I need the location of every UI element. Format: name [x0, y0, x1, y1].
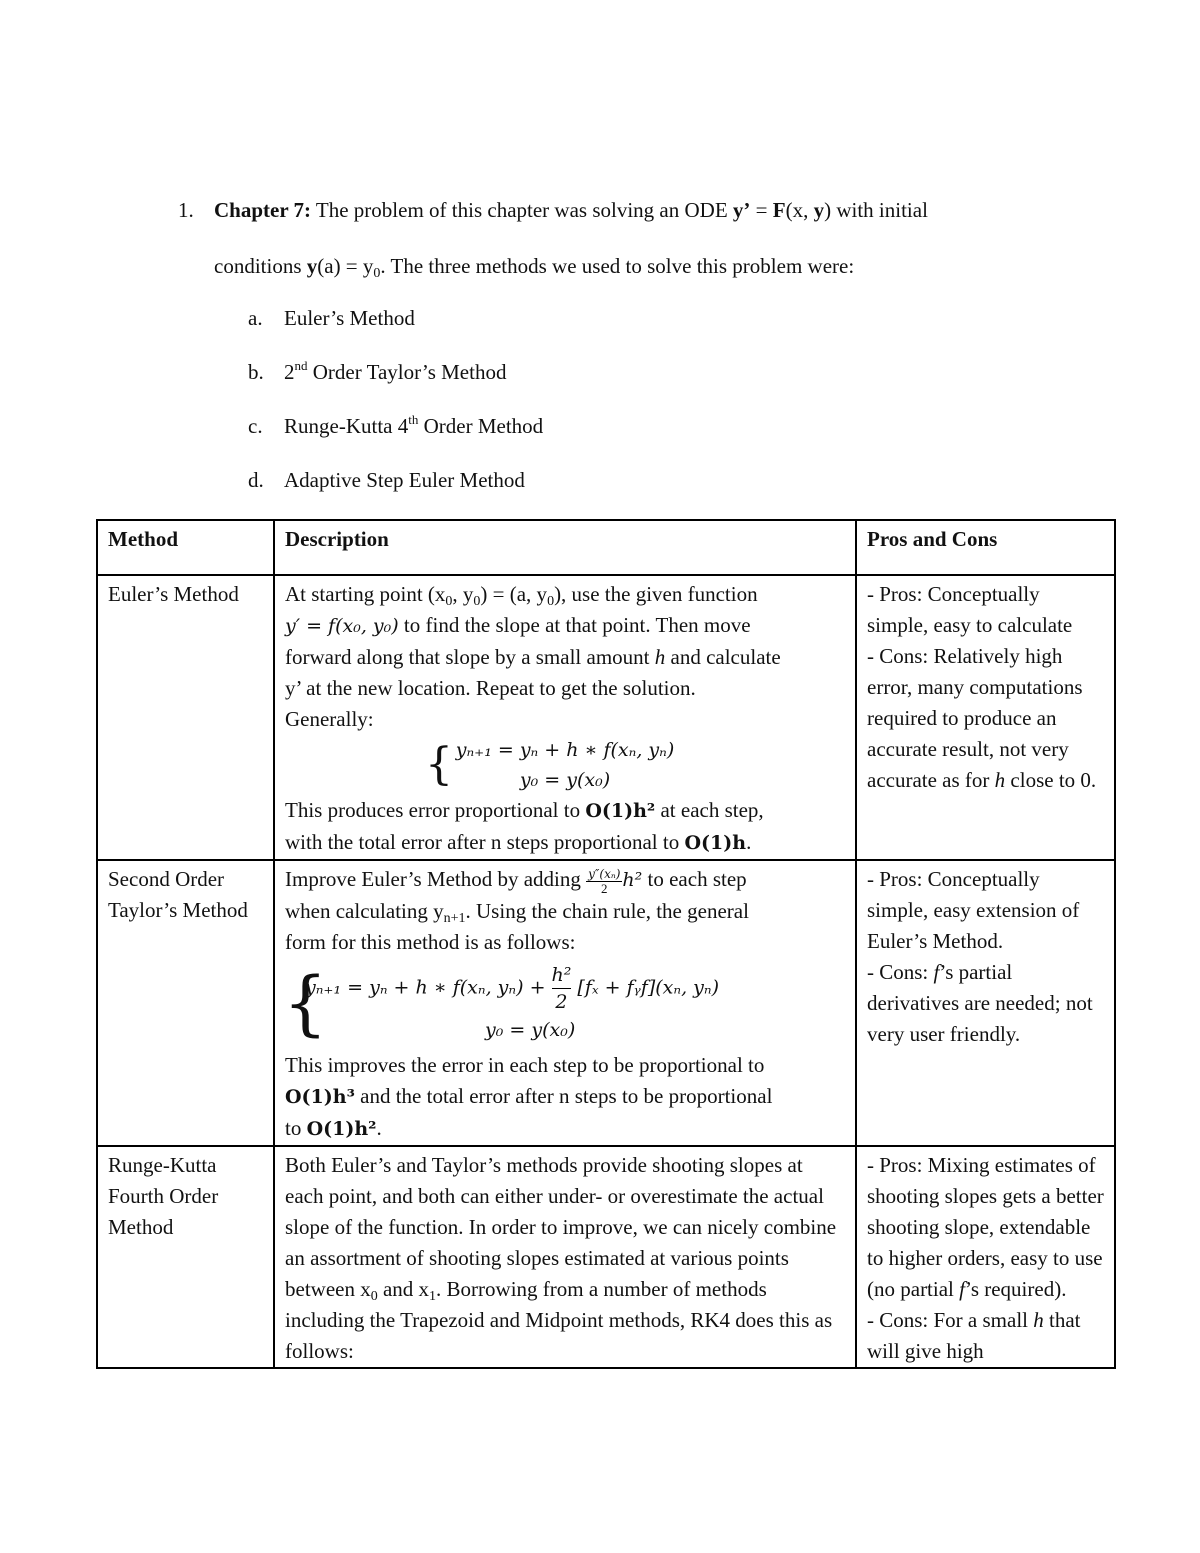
ode-lhs: y’	[732, 198, 751, 222]
method-cell: Second Order Taylor’s Method	[97, 860, 274, 1146]
description-cell: Improve Euler’s Method by adding $\frac{\text{y″(xₙ)}}{2}h^2$ to each step when calculating $y_{n+1}$. Using the chain rule, the general form for this method is as follows: { yₙ₊₁ = yₙ + h ∗ f(xₙ, yₙ) + $\frac{\text{h²}}{2} [f_x$ + fᵧf](xₙ, yₙ) y₀ = y(x₀) This improves the error in each step to be proportional to O(1)h³ and the total error after n steps to be proportional to O(1)h².	[274, 860, 856, 1146]
conditions-y: y	[306, 254, 318, 278]
euler-system: { yₙ₊₁ = yₙ + h ∗ f(xₙ, yₙ) y₀ = y(x₀)	[285, 735, 845, 795]
conditions-post: . The three methods we used to solve this problem were:	[380, 254, 855, 278]
intro-line-2	[214, 252, 854, 280]
method-cell: Euler’s Method	[97, 575, 274, 860]
intro-text: The problem of this chapter was solving an ODE	[315, 198, 728, 222]
list-item: c. Runge-Kutta 4th Order Method	[248, 412, 544, 438]
taylor-fraction: $\frac{\text{y″(xₙ)}}{2}$	[588, 866, 621, 896]
ode-args-open: (x,	[785, 198, 814, 222]
pros-cons-cell: - Pros: Conceptually simple, easy to calculate - Cons: Relatively high error, many computations required to produce an accurate result, not very accurate as for h close to 0.	[856, 575, 1115, 860]
conditions-text: conditions	[214, 254, 302, 278]
intro-line-1	[214, 196, 928, 224]
ode-args-close: ) with initial	[824, 198, 928, 222]
chapter-label: Chapter 7:	[214, 198, 312, 222]
method-cell: Runge-Kutta Fourth Order Method	[97, 1146, 274, 1368]
table-row	[97, 860, 1115, 1146]
list-number: 1.	[178, 198, 194, 222]
description-cell: Both Euler’s and Taylor’s methods provide shooting slopes at each point, and both can either under- or overestimate the actual slope of the function. In order to improve, we can nicely combine an assortment of shooting slopes estimated at various points between $x_0$ and $x_1$. Borrowing from a number of methods including the Trapezoid and Midpoint methods, RK4 does this as follows:	[274, 1146, 856, 1368]
taylor-system: { yₙ₊₁ = yₙ + h ∗ f(xₙ, yₙ) + $\frac{\text{h²}}{2} [f_x$ + fᵧf](xₙ, yₙ) y₀ = y(x₀)	[285, 958, 845, 1050]
pros-cons-cell: - Pros: Mixing estimates of shooting slopes gets a better shooting slope, extendable to higher orders, easy to use (no partial f’s required). - Cons: For a small h that will give high	[856, 1146, 1115, 1368]
conditions-mid: (a) = y	[317, 254, 374, 278]
table-row	[97, 575, 1115, 860]
list-item: b. 2nd Order Taylor’s Method	[248, 358, 507, 384]
h2-over-2: $\frac{\text{h²}}{2}$	[551, 964, 572, 1013]
header-method: Method	[97, 520, 274, 575]
pros-cons-cell: - Pros: Conceptually simple, easy extension of Euler’s Method. - Cons: f’s partial derivatives are needed; not very user friendly.	[856, 860, 1115, 1146]
header-description: Description	[274, 520, 856, 575]
ode-args-y: y	[813, 198, 825, 222]
header-pros-cons: Pros and Cons	[856, 520, 1115, 575]
conditions-sub: 0	[373, 266, 381, 281]
list-item: a. Euler’s Method	[248, 306, 415, 330]
methods-table	[96, 519, 1116, 1369]
brace-symbol: {	[283, 962, 328, 1044]
brace-symbol: {	[425, 739, 453, 790]
table-row	[97, 1146, 1115, 1368]
ode-F: F	[772, 198, 786, 222]
description-cell: At starting point ($x_0$, $y_0) = (a$, $y_0$), use the given function y′ = f(x₀, y₀) to find the slope at that point. Then move forward along that slope by a small amount h and calculate y’ at the new location. Repeat to get the solution. Generally: { yₙ₊₁ = yₙ + h ∗ f(xₙ, yₙ) y₀ = y(x₀) This produces error proportional to O(1)h² at each step, with the total error after n steps proportional to O(1)h.	[274, 575, 856, 860]
euler-function: y′ = f(x₀, y₀)	[285, 615, 399, 637]
table-header-row	[97, 520, 1115, 575]
ode-eq: =	[750, 198, 773, 222]
list-item: d. Adaptive Step Euler Method	[248, 468, 525, 492]
